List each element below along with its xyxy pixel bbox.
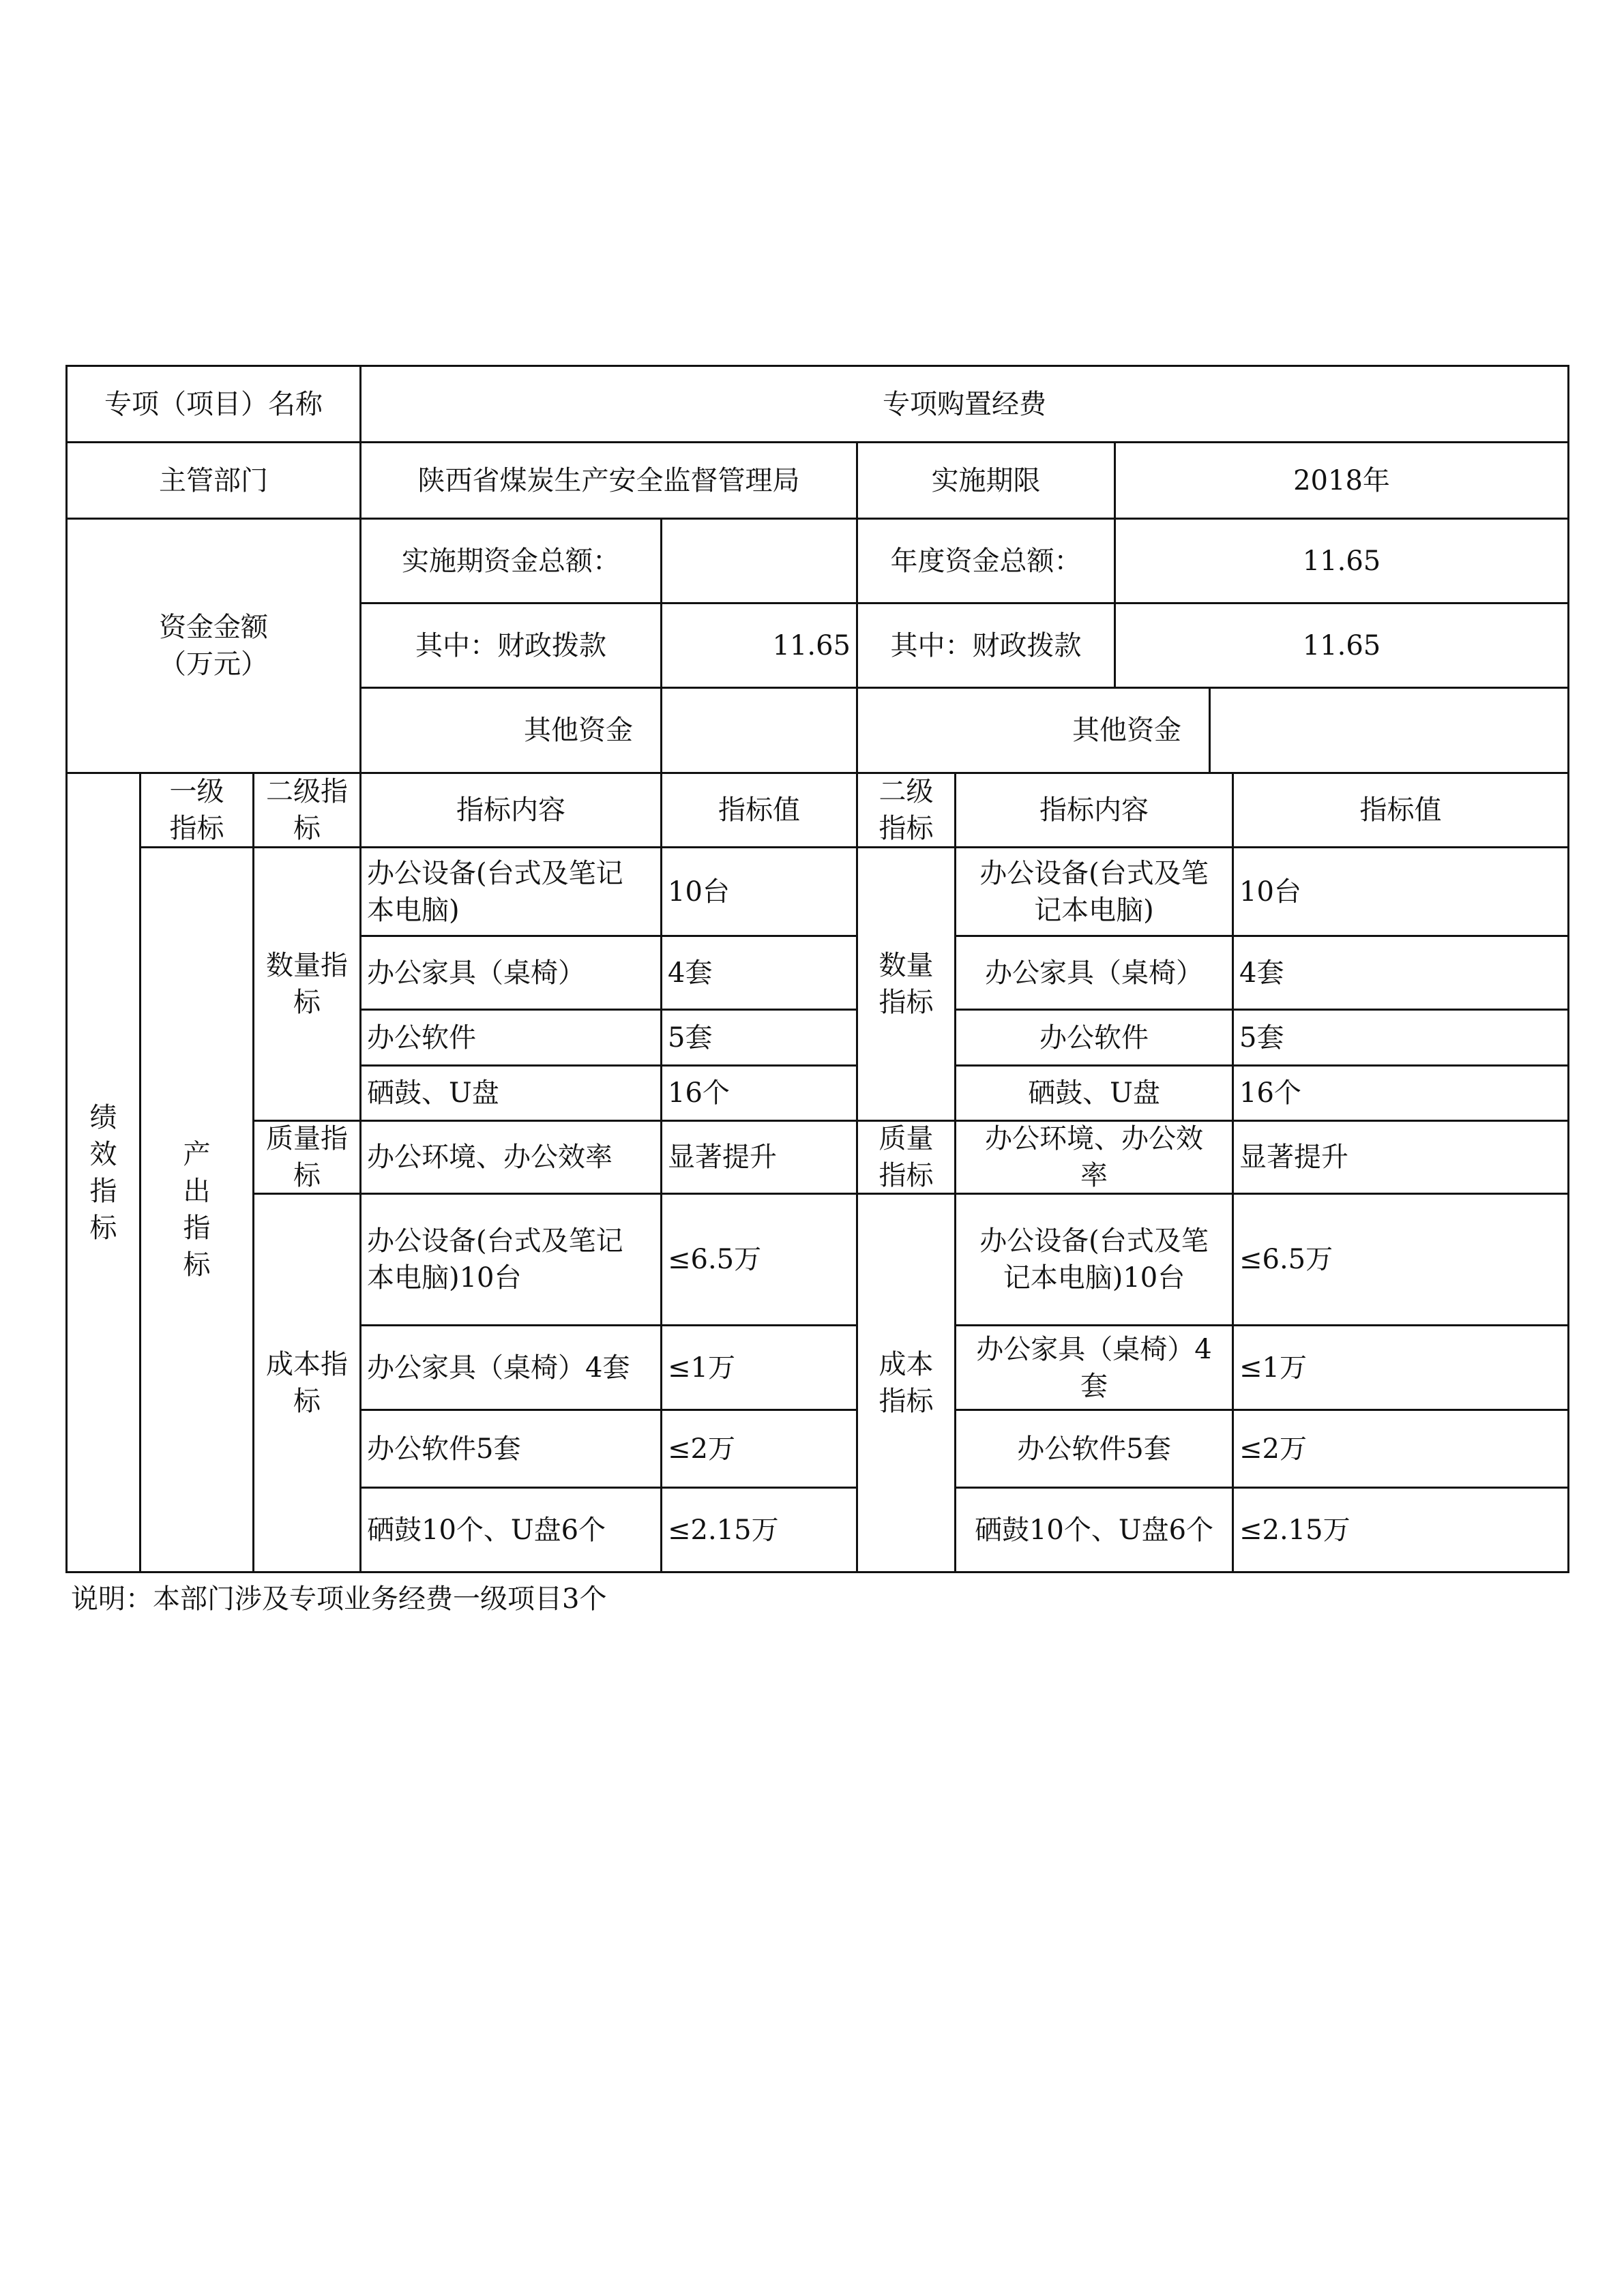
cost-indicator-right: 成本 指标 xyxy=(856,1193,954,1571)
row-content-left: 办公家具（桌椅） xyxy=(359,935,660,1009)
quantity-indicator-right: 数量 指标 xyxy=(856,846,954,1120)
value-header-right: 指标值 xyxy=(1232,772,1567,846)
total-funds-value xyxy=(660,518,856,602)
row-content-right: 办公软件5套 xyxy=(954,1409,1232,1487)
project-name-label: 专项（项目）名称 xyxy=(65,365,359,441)
row-content-right: 硒鼓10个、U盘6个 xyxy=(954,1487,1232,1571)
row-content-right: 硒鼓、U盘 xyxy=(954,1064,1232,1120)
row-value-left: ≤2.15万 xyxy=(660,1487,856,1571)
row-content-right: 办公家具（桌椅）4 套 xyxy=(954,1324,1232,1409)
level1-header: 一级 指标 xyxy=(139,772,252,846)
row-content-right: 办公设备(台式及笔 记本电脑)10台 xyxy=(954,1193,1232,1324)
period-label: 实施期限 xyxy=(856,441,1114,518)
output-indicator-label: 产 出 指 标 xyxy=(139,846,252,1571)
level2-header-left: 二级指 标 xyxy=(252,772,359,846)
row-content-right: 办公软件 xyxy=(954,1009,1232,1064)
fiscal-value-right: 11.65 xyxy=(1114,602,1567,687)
annual-funds-label: 年度资金总额： xyxy=(856,518,1114,602)
row-value-right: 4套 xyxy=(1232,935,1567,1009)
table-right-border xyxy=(1567,365,1569,1573)
quantity-indicator-left: 数量指 标 xyxy=(252,846,359,1120)
row-value-left: 16个 xyxy=(660,1064,856,1120)
row-content-left: 办公环境、办公效率 xyxy=(359,1120,660,1193)
row-value-left: 4套 xyxy=(660,935,856,1009)
row-content-left: 办公软件 xyxy=(359,1009,660,1064)
dept-value: 陕西省煤炭生产安全监督管理局 xyxy=(359,441,856,518)
performance-table xyxy=(65,365,1567,1571)
dept-label: 主管部门 xyxy=(65,441,359,518)
quality-indicator-left: 质量指 标 xyxy=(252,1120,359,1193)
other-funds-value-right xyxy=(1209,687,1567,772)
row-value-right: ≤2万 xyxy=(1232,1409,1567,1487)
row-value-right: ≤6.5万 xyxy=(1232,1193,1567,1324)
other-funds-value-left xyxy=(660,687,856,772)
row-value-left: ≤2万 xyxy=(660,1409,856,1487)
value-header-left: 指标值 xyxy=(660,772,856,846)
row-value-right: 显著提升 xyxy=(1232,1120,1567,1193)
row-value-left: 显著提升 xyxy=(660,1120,856,1193)
annual-funds-value: 11.65 xyxy=(1114,518,1567,602)
row-value-left: ≤6.5万 xyxy=(660,1193,856,1324)
funds-label: 资金金额 （万元） xyxy=(65,518,359,772)
row-value-right: ≤1万 xyxy=(1232,1324,1567,1409)
row-value-right: 5套 xyxy=(1232,1009,1567,1064)
fiscal-label-left: 其中：财政拨款 xyxy=(359,602,660,687)
fiscal-value-left: 11.65 xyxy=(660,602,856,687)
row-value-right: 16个 xyxy=(1232,1064,1567,1120)
row-content-left: 硒鼓、U盘 xyxy=(359,1064,660,1120)
row-content-left: 硒鼓10个、U盘6个 xyxy=(359,1487,660,1571)
period-value: 2018年 xyxy=(1114,441,1567,518)
row-content-right: 办公设备(台式及笔 记本电脑) xyxy=(954,846,1232,935)
content-header-left: 指标内容 xyxy=(359,772,660,846)
row-content-right: 办公家具（桌椅） xyxy=(954,935,1232,1009)
row-content-right: 办公环境、办公效 率 xyxy=(954,1120,1232,1193)
row-value-left: 10台 xyxy=(660,846,856,935)
other-funds-label-left: 其他资金 xyxy=(359,687,660,772)
row-content-left: 办公设备(台式及笔记 本电脑) xyxy=(359,846,660,935)
project-name-value: 专项购置经费 xyxy=(359,365,1567,441)
other-funds-label-right: 其他资金 xyxy=(856,687,1209,772)
total-funds-label: 实施期资金总额： xyxy=(359,518,660,602)
row-content-left: 办公家具（桌椅）4套 xyxy=(359,1324,660,1409)
performance-indicator-label: 绩 效 指 标 xyxy=(65,772,139,1571)
footnote: 说明：本部门涉及专项业务经费一级项目3个 xyxy=(71,1583,607,1615)
row-value-right: ≤2.15万 xyxy=(1232,1487,1567,1571)
row-value-left: ≤1万 xyxy=(660,1324,856,1409)
row-value-left: 5套 xyxy=(660,1009,856,1064)
fiscal-label-right: 其中：财政拨款 xyxy=(856,602,1114,687)
level2-header-right: 二级 指标 xyxy=(856,772,954,846)
row-content-left: 办公设备(台式及笔记 本电脑)10台 xyxy=(359,1193,660,1324)
row-content-left: 办公软件5套 xyxy=(359,1409,660,1487)
cost-indicator-left: 成本指 标 xyxy=(252,1193,359,1571)
row-value-right: 10台 xyxy=(1232,846,1567,935)
content-header-right: 指标内容 xyxy=(954,772,1232,846)
table-bottom-border xyxy=(65,1571,1569,1573)
quality-indicator-right: 质量 指标 xyxy=(856,1120,954,1193)
